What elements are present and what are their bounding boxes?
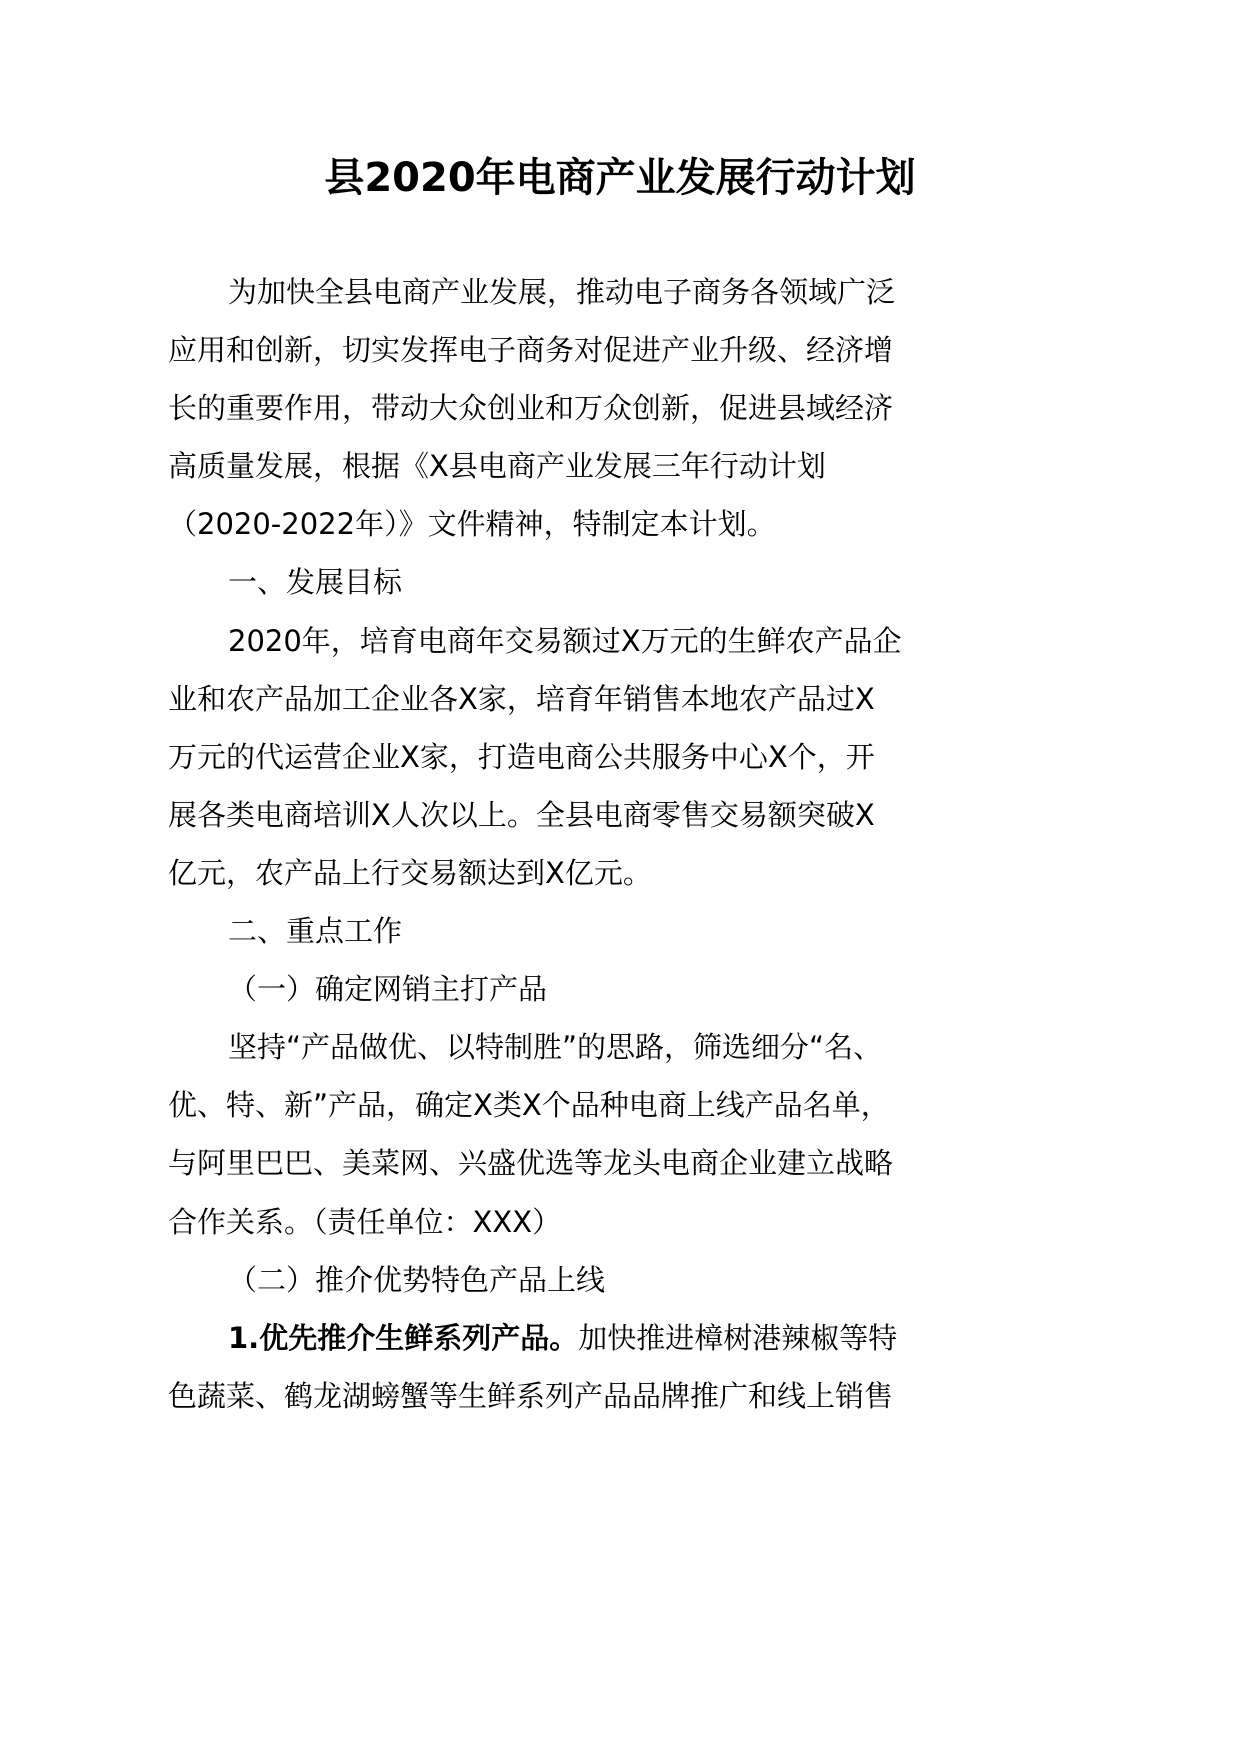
text-line: （二）推介优势特色产品上线 [228, 1262, 606, 1297]
text-line: 业和农产品加工企业各X家，培育年销售本地农产品过X [168, 681, 875, 716]
text-line: 为加快全县电商产业发展，推动电子商务各领域广泛 [228, 275, 896, 309]
text-line: （一）确定网销主打产品 [228, 972, 548, 1007]
text-line: 色蔬菜、鹤龙湖螃蟹等生鲜系列产品品牌推广和线上销售 [168, 1378, 894, 1413]
text-line: 长的重要作用，带动大众创业和万众创新，促进县域经济 [168, 391, 894, 426]
text-line: （2020-2022年）》文件精神，特制定本计划。 [168, 507, 776, 542]
text-line: 坚持“产品做优、以特制胜”的思路，筛选细分“名、 [228, 1030, 883, 1065]
text-line: 二、重点工作 [228, 914, 403, 949]
text-span: 加快推进樟树港辣椒等特 [578, 1320, 898, 1355]
text-line: 2020年，培育电商年交易额过X万元的生鲜农产品企 [228, 623, 902, 658]
bold-heading: 1.优先推介生鲜系列产品。 [228, 1320, 579, 1355]
text-line: 优、特、新”产品，确定X类X个品种电商上线产品名单， [168, 1088, 890, 1123]
document-title: 县2020年电商产业发展行动计划 [324, 155, 916, 201]
text-line: 应用和创新，切实发挥电子商务对促进产业升级、经济增 [168, 333, 894, 368]
text-line: 展各类电商培训X人次以上。全县电商零售交易额突破X [168, 797, 875, 832]
text-line: 一、发展目标 [228, 565, 403, 600]
text-line: 与阿里巴巴、美菜网、兴盛优选等龙头电商企业建立战略 [168, 1146, 894, 1181]
document-body [168, 263, 948, 1425]
text-line: 亿元，农产品上行交易额达到X亿元。 [168, 855, 652, 890]
text-line [168, 1309, 948, 1367]
text-line: 万元的代运营企业X家，打造电商公共服务中心X个，开 [168, 739, 875, 774]
text-line: 合作关系。（责任单位：XXX） [168, 1204, 562, 1239]
text-line: 高质量发展，根据《X县电商产业发展三年行动计划 [168, 449, 826, 484]
